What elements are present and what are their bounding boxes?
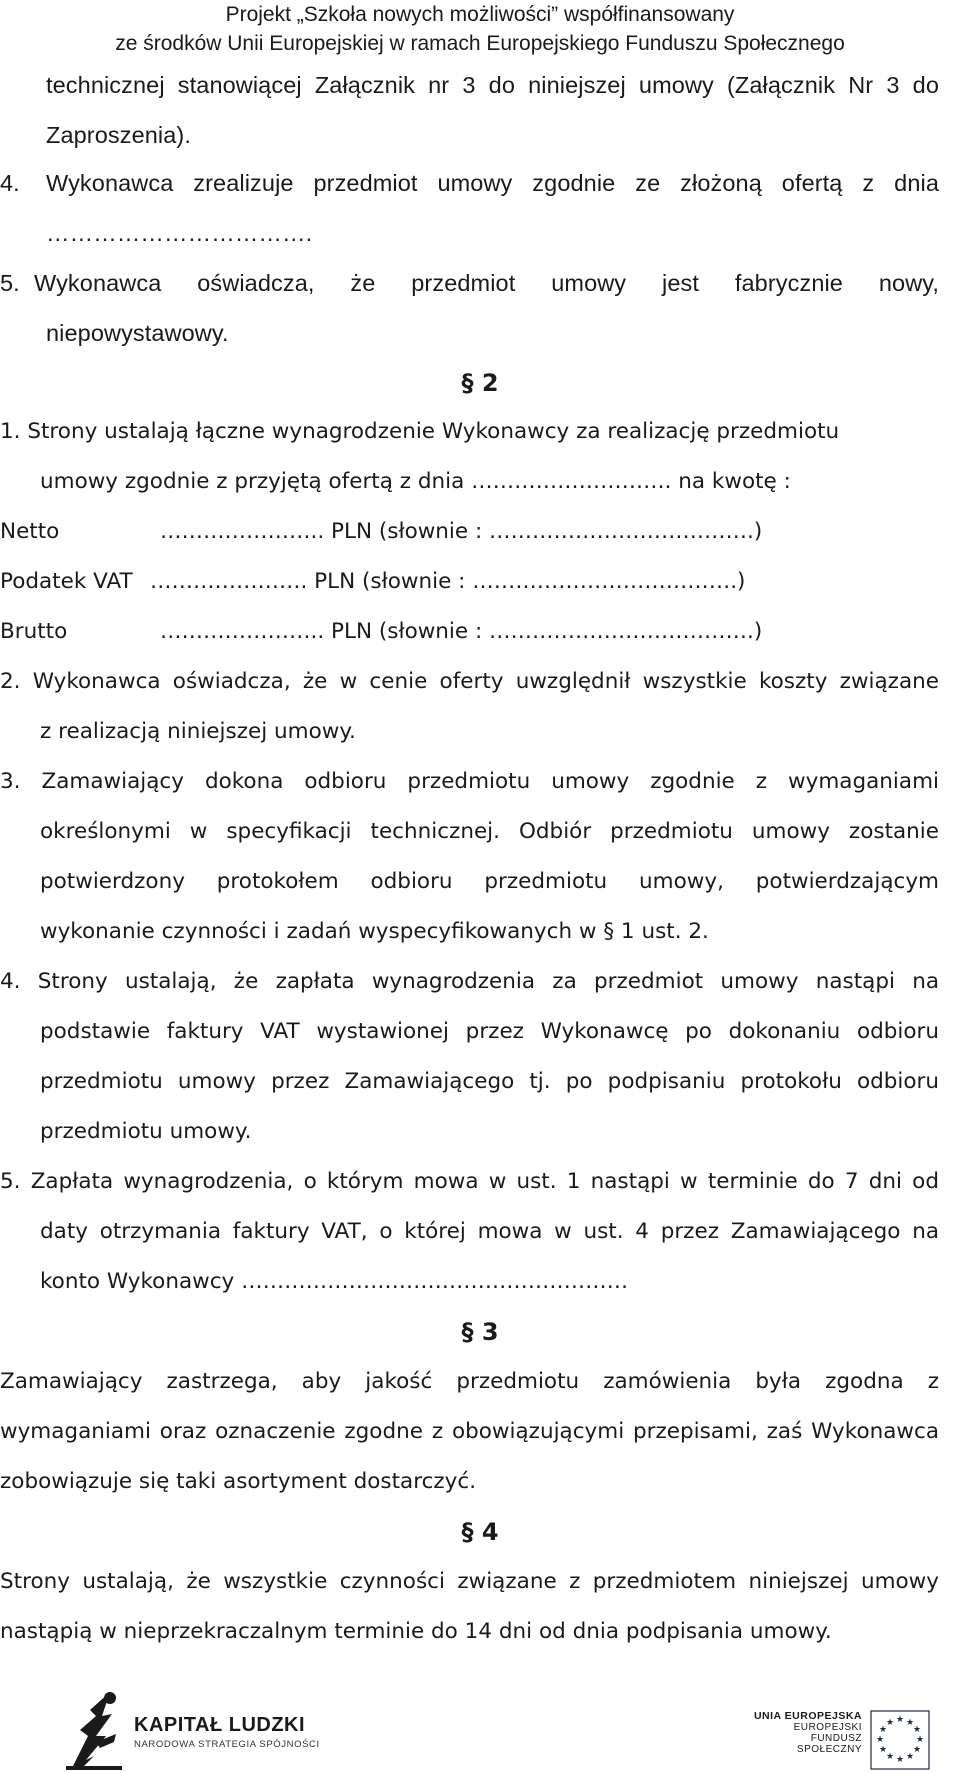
text-line: Strony ustalają, że wszystkie czynności związane z przedmiotem niniejszej umowy bbox=[0, 1569, 939, 1594]
text-line: ……………………………. bbox=[46, 220, 313, 246]
svg-text:★: ★ bbox=[878, 1745, 888, 1755]
text-line: 3. Zamawiający dokona odbioru przedmiotu umowy zgodnie z wymaganiami bbox=[0, 769, 939, 794]
text-line: zobowiązuje się taki asortyment dostarczyć. bbox=[0, 1469, 477, 1494]
header-line-1: Projekt „Szkoła nowych możliwości” współfinansowany bbox=[225, 3, 735, 26]
text-line: wykonanie czynności i zadań wyspecyfikowanych w § 1 ust. 2. bbox=[40, 919, 709, 944]
amount-value: ………………….. PLN (słownie : ……………………………….) bbox=[160, 519, 763, 544]
svg-text:★: ★ bbox=[895, 1715, 905, 1725]
text-line: 5. Zapłata wynagrodzenia, o którym mowa w ust. 1 nastąpi w terminie do 7 dni od bbox=[0, 1169, 939, 1194]
list-number: 4. bbox=[0, 170, 20, 196]
text-line: daty otrzymania faktury VAT, o której mowa w ust. 4 przez Zamawiającego na bbox=[40, 1219, 939, 1244]
svg-text:★: ★ bbox=[875, 1735, 885, 1745]
text-line: przedmiotu umowy przez Zamawiającego tj. po podpisaniu protokołu odbioru bbox=[40, 1069, 939, 1094]
text-line: z realizacją niniejszej umowy. bbox=[40, 719, 356, 744]
text-line: technicznej stanowiącej Załącznik nr 3 do niniejszej umowy (Załącznik Nr 3 do bbox=[46, 72, 939, 98]
text-line: 4. Strony ustalają, że zapłata wynagrodzenia za przedmiot umowy nastąpi na bbox=[0, 969, 939, 994]
text-line: Wykonawca oświadcza, że przedmiot umowy jest fabrycznie nowy, bbox=[34, 270, 939, 296]
text-line: przedmiotu umowy. bbox=[40, 1119, 252, 1144]
eu-flag-stars-icon bbox=[870, 1710, 930, 1770]
header-line-2: ze środków Unii Europejskiej w ramach Europejskiego Funduszu Społecznego bbox=[115, 32, 845, 55]
text-line: niepowystawowy. bbox=[46, 320, 229, 346]
amount-value: …………………. PLN (słownie : ……………………………….) bbox=[150, 569, 746, 594]
svg-text:★: ★ bbox=[915, 1735, 925, 1745]
text-line: Zaproszenia). bbox=[46, 122, 191, 148]
kapital-ludzki-logo bbox=[66, 1690, 356, 1772]
text-line: Wykonawca zrealizuje przedmiot umowy zgodnie ze złożoną ofertą z dnia bbox=[46, 170, 939, 196]
text-line: wymaganiami oraz oznaczenie zgodne z obowiązującymi przepisami, zaś Wykonawca bbox=[0, 1419, 939, 1444]
eu-title: UNIA EUROPEJSKA bbox=[753, 1710, 862, 1722]
svg-text:★: ★ bbox=[895, 1755, 905, 1765]
svg-text:★: ★ bbox=[885, 1718, 895, 1728]
eu-fund-line-1: EUROPEJSKI bbox=[793, 1722, 862, 1733]
svg-text:★: ★ bbox=[905, 1752, 915, 1762]
svg-text:★: ★ bbox=[912, 1725, 922, 1735]
amount-label: Podatek VAT bbox=[0, 569, 133, 594]
section-heading: § 2 bbox=[461, 369, 499, 397]
section-heading: § 3 bbox=[461, 1318, 499, 1346]
svg-text:★: ★ bbox=[905, 1718, 915, 1728]
document-header bbox=[0, 0, 960, 58]
kapital-ludzki-logo-icon bbox=[66, 1690, 122, 1770]
eu-logo bbox=[752, 1710, 942, 1772]
svg-text:★: ★ bbox=[912, 1745, 922, 1755]
svg-text:★: ★ bbox=[885, 1752, 895, 1762]
text-line: konto Wykonawcy ……………………………………………… bbox=[40, 1269, 629, 1294]
text-line: nastąpią w nieprzekraczalnym terminie do 14 dni od dnia podpisania umowy. bbox=[0, 1619, 832, 1644]
text-line: podstawie faktury VAT wystawionej przez Wykonawcę po dokonaniu odbioru bbox=[40, 1019, 939, 1044]
amount-value: ………………….. PLN (słownie : ……………………………….) bbox=[160, 619, 763, 644]
text-line: Zamawiający zastrzega, aby jakość przedmiotu zamówienia była zgodna z bbox=[0, 1369, 939, 1394]
amount-label: Brutto bbox=[0, 619, 68, 644]
text-line: 2. Wykonawca oświadcza, że w cenie oferty uwzględnił wszystkie koszty związane bbox=[0, 669, 939, 694]
document-footer bbox=[0, 1690, 960, 1772]
kapital-ludzki-title: KAPITAŁ LUDZKI bbox=[134, 1714, 306, 1736]
text-line: 1. Strony ustalają łączne wynagrodzenie Wykonawcy za realizację przedmiotu bbox=[0, 419, 840, 444]
section-heading: § 4 bbox=[461, 1518, 499, 1546]
text-line: umowy zgodnie z przyjętą ofertą z dnia ………………………. na kwotę : bbox=[40, 469, 791, 494]
kapital-ludzki-subtitle: NARODOWA STRATEGIA SPÓJNOŚCI bbox=[134, 1739, 320, 1750]
svg-text:★: ★ bbox=[878, 1725, 888, 1735]
text-line: określonymi w specyfikacji technicznej. Odbiór przedmiotu umowy zostanie bbox=[40, 819, 939, 844]
amount-label: Netto bbox=[0, 519, 60, 544]
eu-fund-line-2: FUNDUSZ SPOŁECZNY bbox=[796, 1733, 862, 1755]
list-number: 5. bbox=[0, 270, 20, 296]
text-line: potwierdzony protokołem odbioru przedmiotu umowy, potwierdzającym bbox=[40, 869, 939, 894]
